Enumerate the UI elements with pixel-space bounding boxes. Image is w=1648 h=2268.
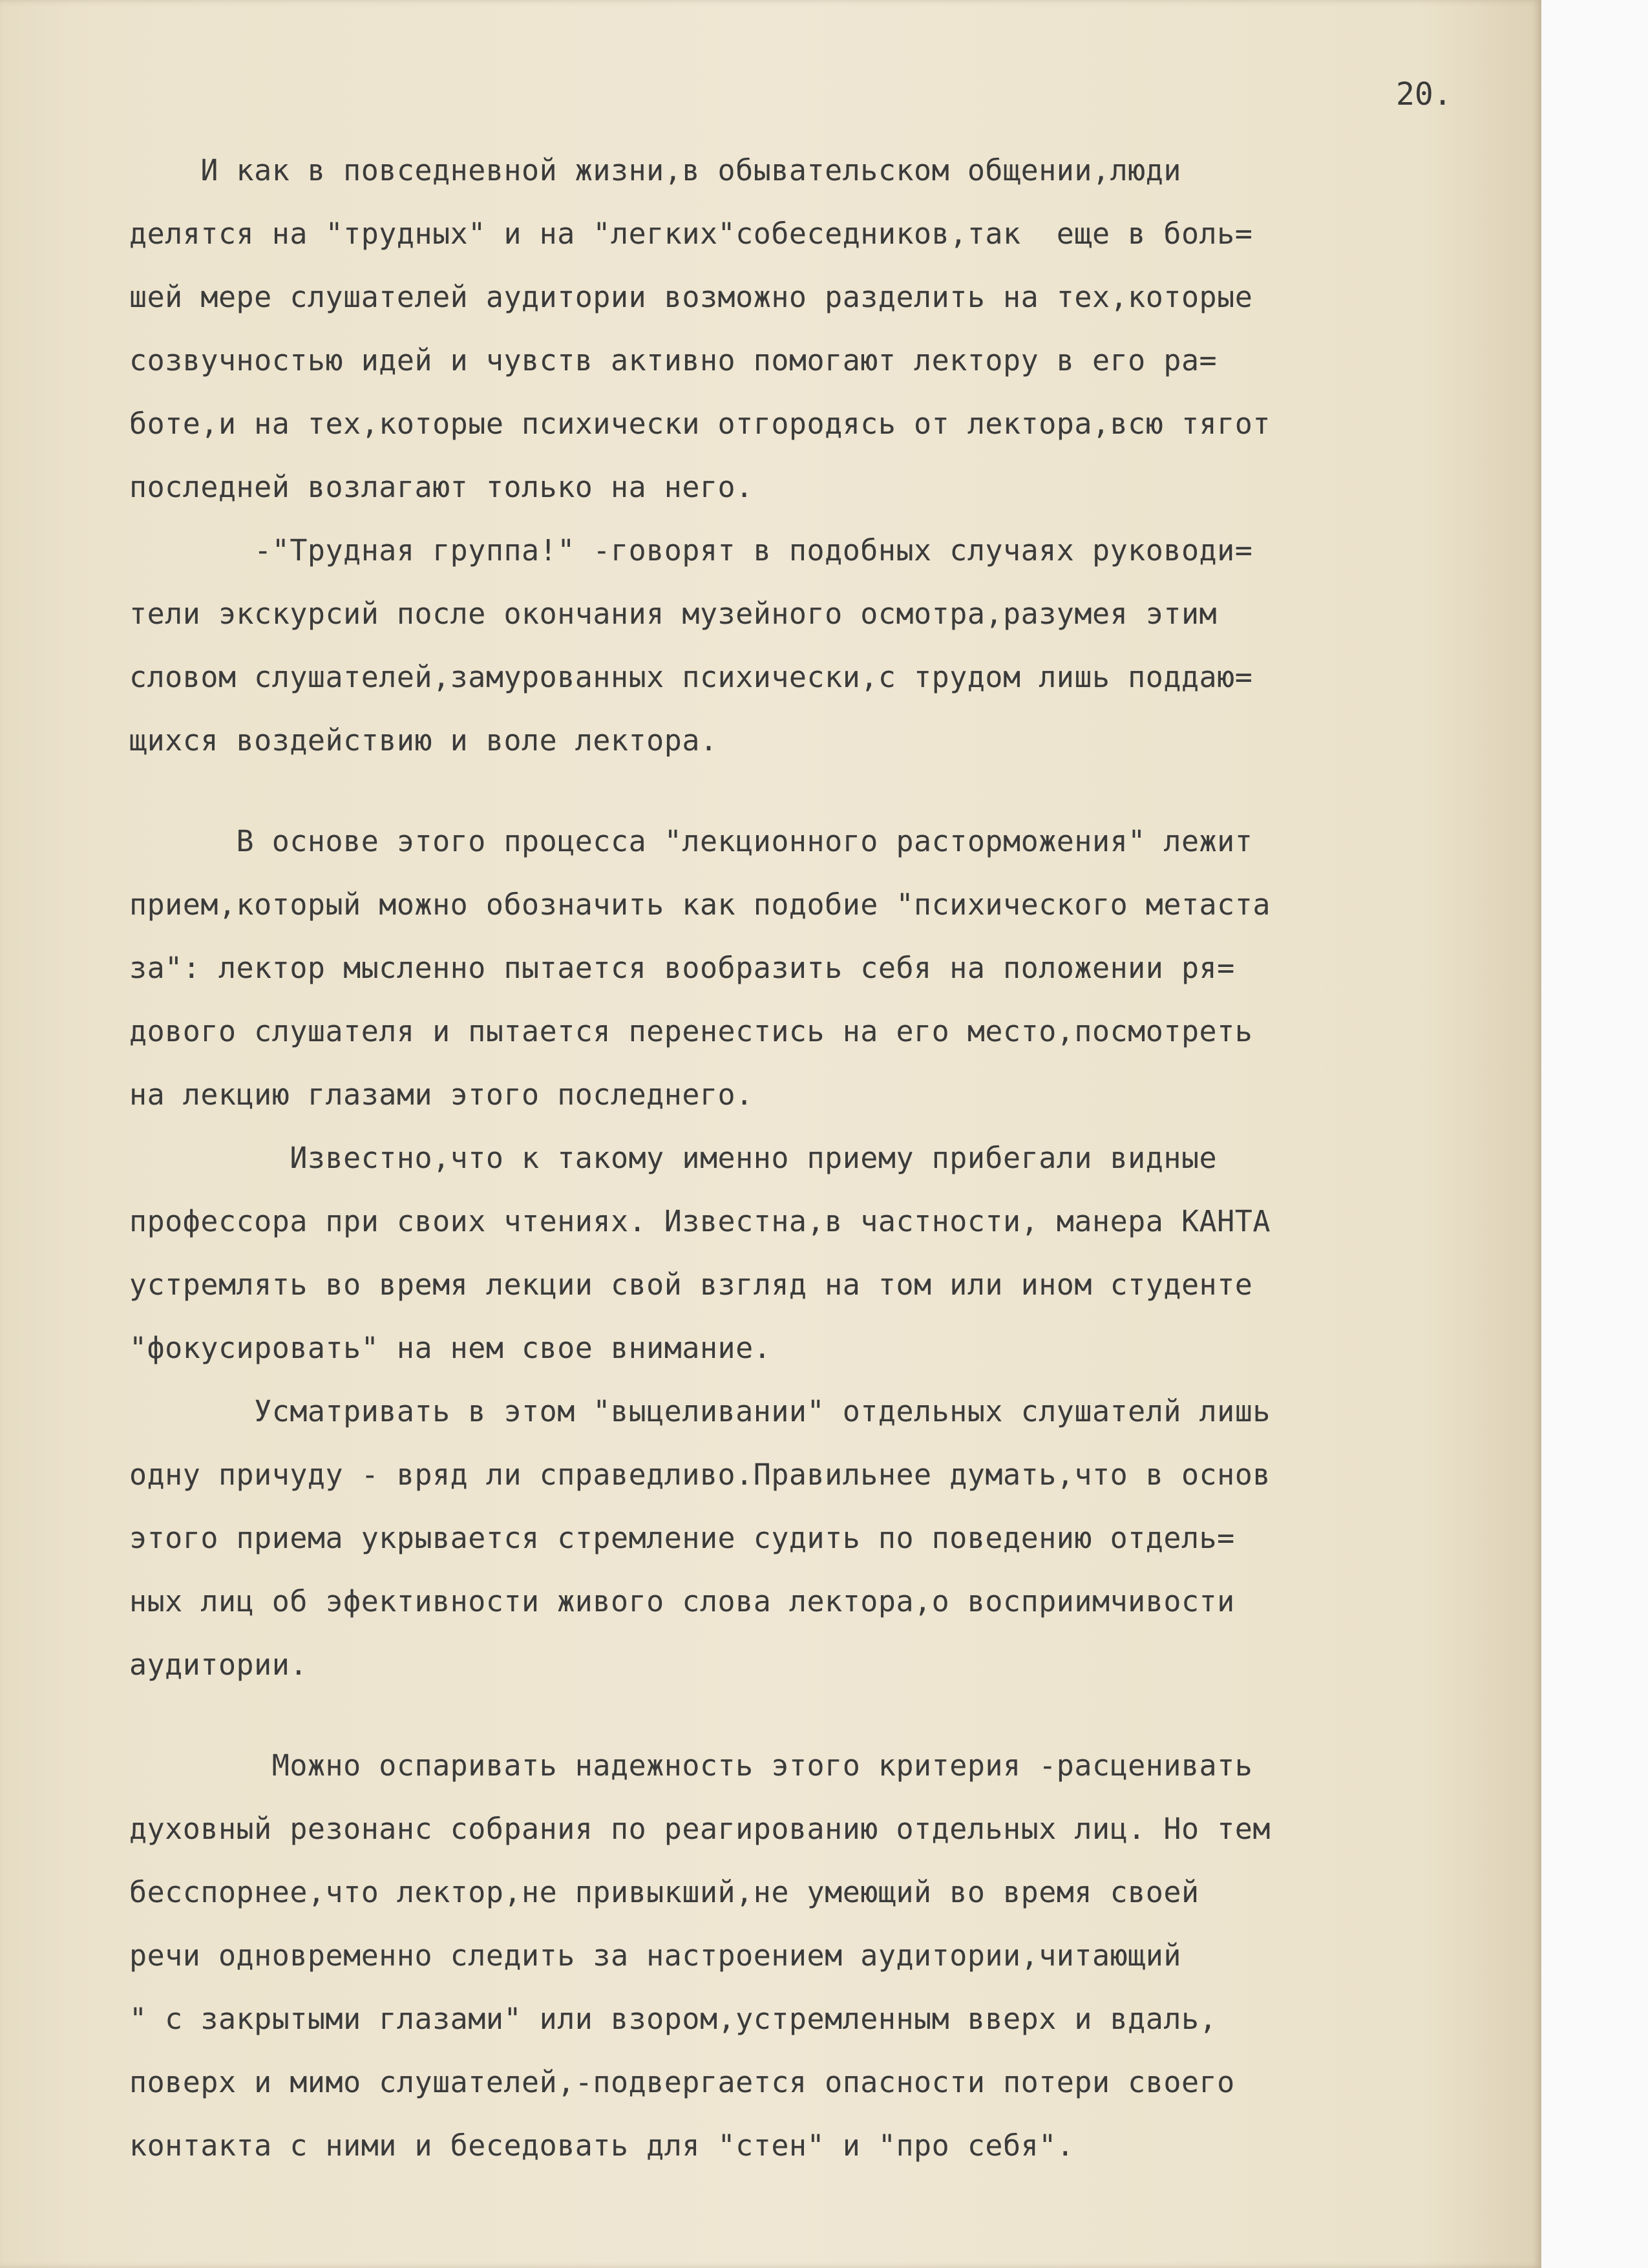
text-line: контакта с ними и беседовать для "стен" и "про себя".	[129, 2128, 1075, 2163]
text-line: словом слушателей,замурованных психически,с трудом лишь поддаю=	[129, 660, 1253, 694]
text-line: речи одновременно следить за настроением аудитории,читающий	[129, 1938, 1181, 1973]
text-line: щихся воздействию и воле лектора.	[129, 723, 718, 758]
text-line: бесспорнее,что лектор,не привыкший,не умеющий во время своей	[129, 1875, 1199, 1909]
text-line: тели экскурсий после окончания музейного осмотра,разумея этим	[129, 597, 1218, 631]
text-line: этого приема укрывается стремление судить по поведению отдель=	[129, 1521, 1235, 1555]
scan-background-strip	[1541, 0, 1648, 2268]
text-line: шей мере слушателей аудитории возможно разделить на тех,которые	[129, 280, 1253, 314]
text-line: И как в повседневной жизни,в обывательском общении,люди	[129, 153, 1181, 187]
text-line: аудитории.	[129, 1648, 308, 1682]
text-line: профессора при своих чтениях. Известна,в частности, манера КАНТА	[129, 1204, 1271, 1238]
text-line: дового слушателя и пытается перенестись на его место,посмотреть	[129, 1014, 1253, 1048]
page-number: 20.	[1396, 76, 1452, 112]
text-line: Можно оспаривать надежность этого критерия -расценивать	[129, 1748, 1253, 1783]
text-line: боте,и на тех,которые психически отгородясь от лектора,всю тягот	[129, 407, 1271, 441]
text-line: -"Трудная группа!" -говорят в подобных случаях руководи=	[129, 533, 1253, 567]
text-line: "фокусировать" на нем свое внимание.	[129, 1331, 772, 1365]
text-line: одну причуду - вряд ли справедливо.Правильнее думать,что в основ	[129, 1457, 1271, 1492]
text-line: за": лектор мысленно пытается вообразить себя на положении ря=	[129, 951, 1235, 985]
text-line: духовный резонанс собрания по реагированию отдельных лиц. Но тем	[129, 1812, 1271, 1846]
text-line: Усматривать в этом "выцеливании" отдельных слушателй лишь	[129, 1394, 1271, 1428]
text-line: поверх и мимо слушателей,-подвергается опасности потери своего	[129, 2065, 1235, 2099]
text-line: ных лиц об эфективности живого слова лектора,о восприимчивости	[129, 1584, 1235, 1618]
text-line: устремлять во время лекции свой взгляд на том или ином студенте	[129, 1267, 1253, 1302]
body-text	[129, 139, 1532, 2178]
text-line: последней возлагают только на него.	[129, 470, 754, 504]
text-line: В основе этого процесса "лекционного растормoжения" лежит	[129, 824, 1253, 858]
paragraph-gap	[129, 1697, 1532, 1734]
text-line: Известно,что к такому именно приему прибегали видные	[129, 1141, 1218, 1175]
text-line: " с закрытыми глазами" или взором,устремленным вверх и вдаль,	[129, 2002, 1218, 2036]
text-line: делятся на "трудных" и на "легких"собеседников,так еще в боль=	[129, 217, 1253, 251]
text-line: прием,который можно обозначить как подобие "психического метаста	[129, 887, 1271, 922]
paragraph-gap	[129, 772, 1532, 810]
text-line: на лекцию глазами этого последнего.	[129, 1077, 754, 1112]
text-line: созвучностью идей и чувств активно помогают лектору в его ра=	[129, 343, 1218, 377]
